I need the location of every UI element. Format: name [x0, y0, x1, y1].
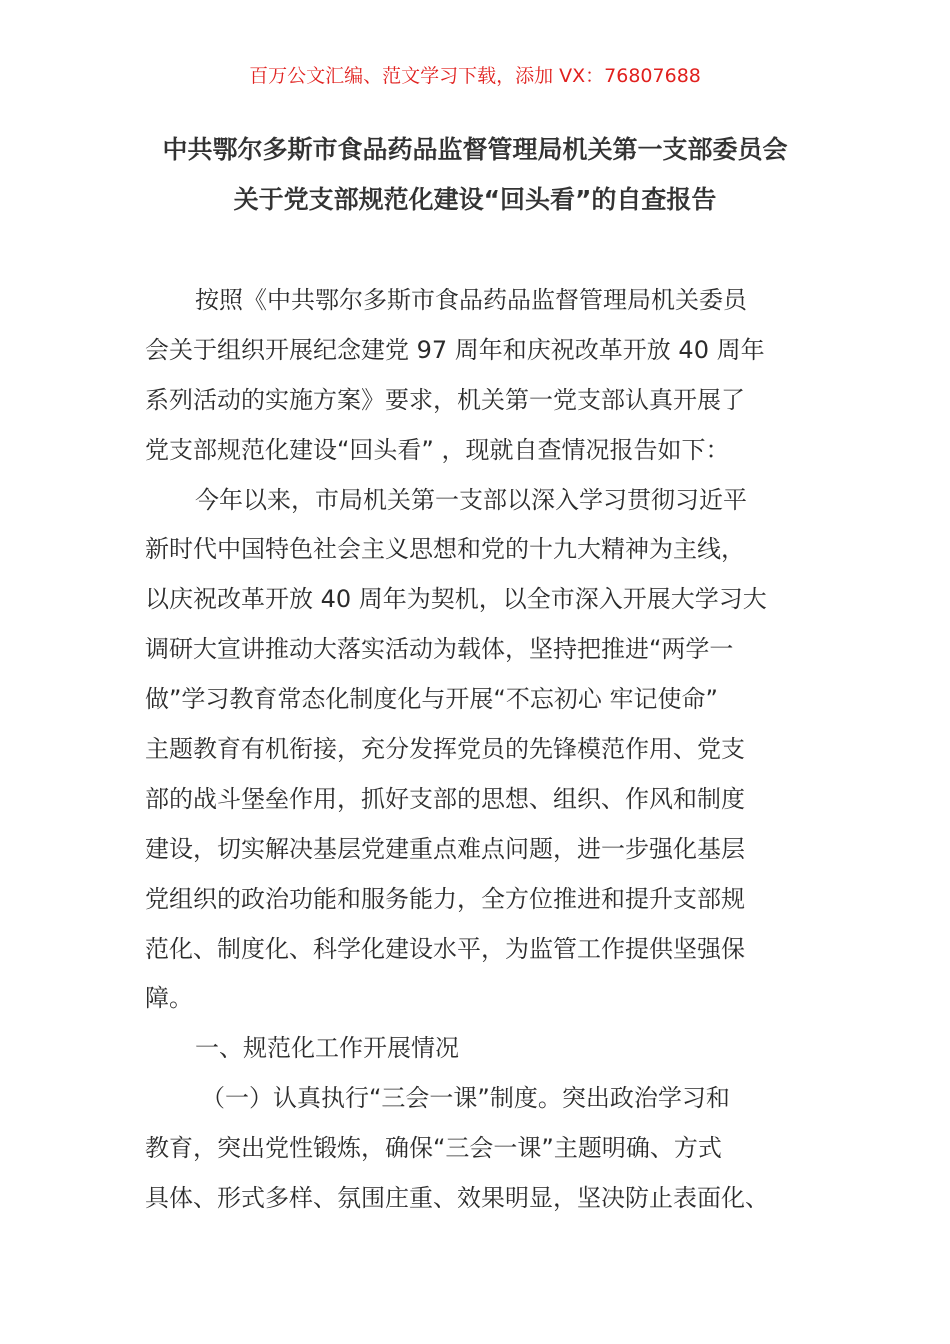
paragraph-line: 范化、制度化、科学化建设水平，为监管工作提供坚强保: [145, 934, 745, 963]
paragraph-line: 主题教育有机衔接，充分发挥党员的先锋模范作用、党支: [145, 735, 745, 764]
document-title-line-1: 中共鄂尔多斯市食品药品监督管理局机关第一支部委员会: [162, 135, 788, 164]
paragraph-line: 做”学习教育常态化制度化与开展“不忘初心 牢记使命”: [145, 685, 718, 714]
section-heading: 一、规范化工作开展情况: [195, 1034, 459, 1063]
paragraph-line: 党组织的政治功能和服务能力，全方位推进和提升支部规: [145, 884, 745, 913]
paragraph-line: 新时代中国特色社会主义思想和党的十九大精神为主线，: [145, 535, 745, 564]
paragraph-line: 按照《中共鄂尔多斯市食品药品监督管理局机关委员: [195, 286, 747, 314]
paragraph-line: 具体、形式多样、氛围庄重、效果明显，坚决防止表面化、: [145, 1184, 769, 1213]
paragraph-line: 部的战斗堡垒作用，抓好支部的思想、组织、作风和制度: [145, 784, 745, 813]
subsection-line: （一）认真执行“三会一课”制度。突出政治学习和: [201, 1084, 730, 1113]
paragraph-line: 障。: [145, 984, 193, 1013]
paragraph-line: 以庆祝改革开放 40 周年为契机，以全市深入开展大学习大: [145, 585, 767, 614]
document-title-line-2: 关于党支部规范化建设“回头看”的自查报告: [233, 185, 717, 214]
paragraph-line: 教育，突出党性锻炼，确保“三会一课”主题明确、方式: [145, 1134, 722, 1163]
paragraph-line: 会关于组织开展纪念建党 97 周年和庆祝改革开放 40 周年: [145, 335, 765, 364]
paragraph-line: 党支部规范化建设“回头看” ，现就自查情况报告如下：: [145, 435, 730, 464]
paragraph-line: 建设，切实解决基层党建重点难点问题，进一步强化基层: [145, 834, 745, 863]
watermark-text: 百万公文汇编、范文学习下载，添加 VX：76807688: [249, 65, 701, 87]
document-body: [145, 282, 825, 1230]
paragraph-line: 今年以来，市局机关第一支部以深入学习贯彻习近平: [195, 485, 747, 514]
paragraph-line: 系列活动的实施方案》要求，机关第一党支部认真开展了: [145, 385, 745, 414]
paragraph-line: 调研大宣讲推动大落实活动为载体，坚持把推进“两学一: [145, 635, 734, 664]
